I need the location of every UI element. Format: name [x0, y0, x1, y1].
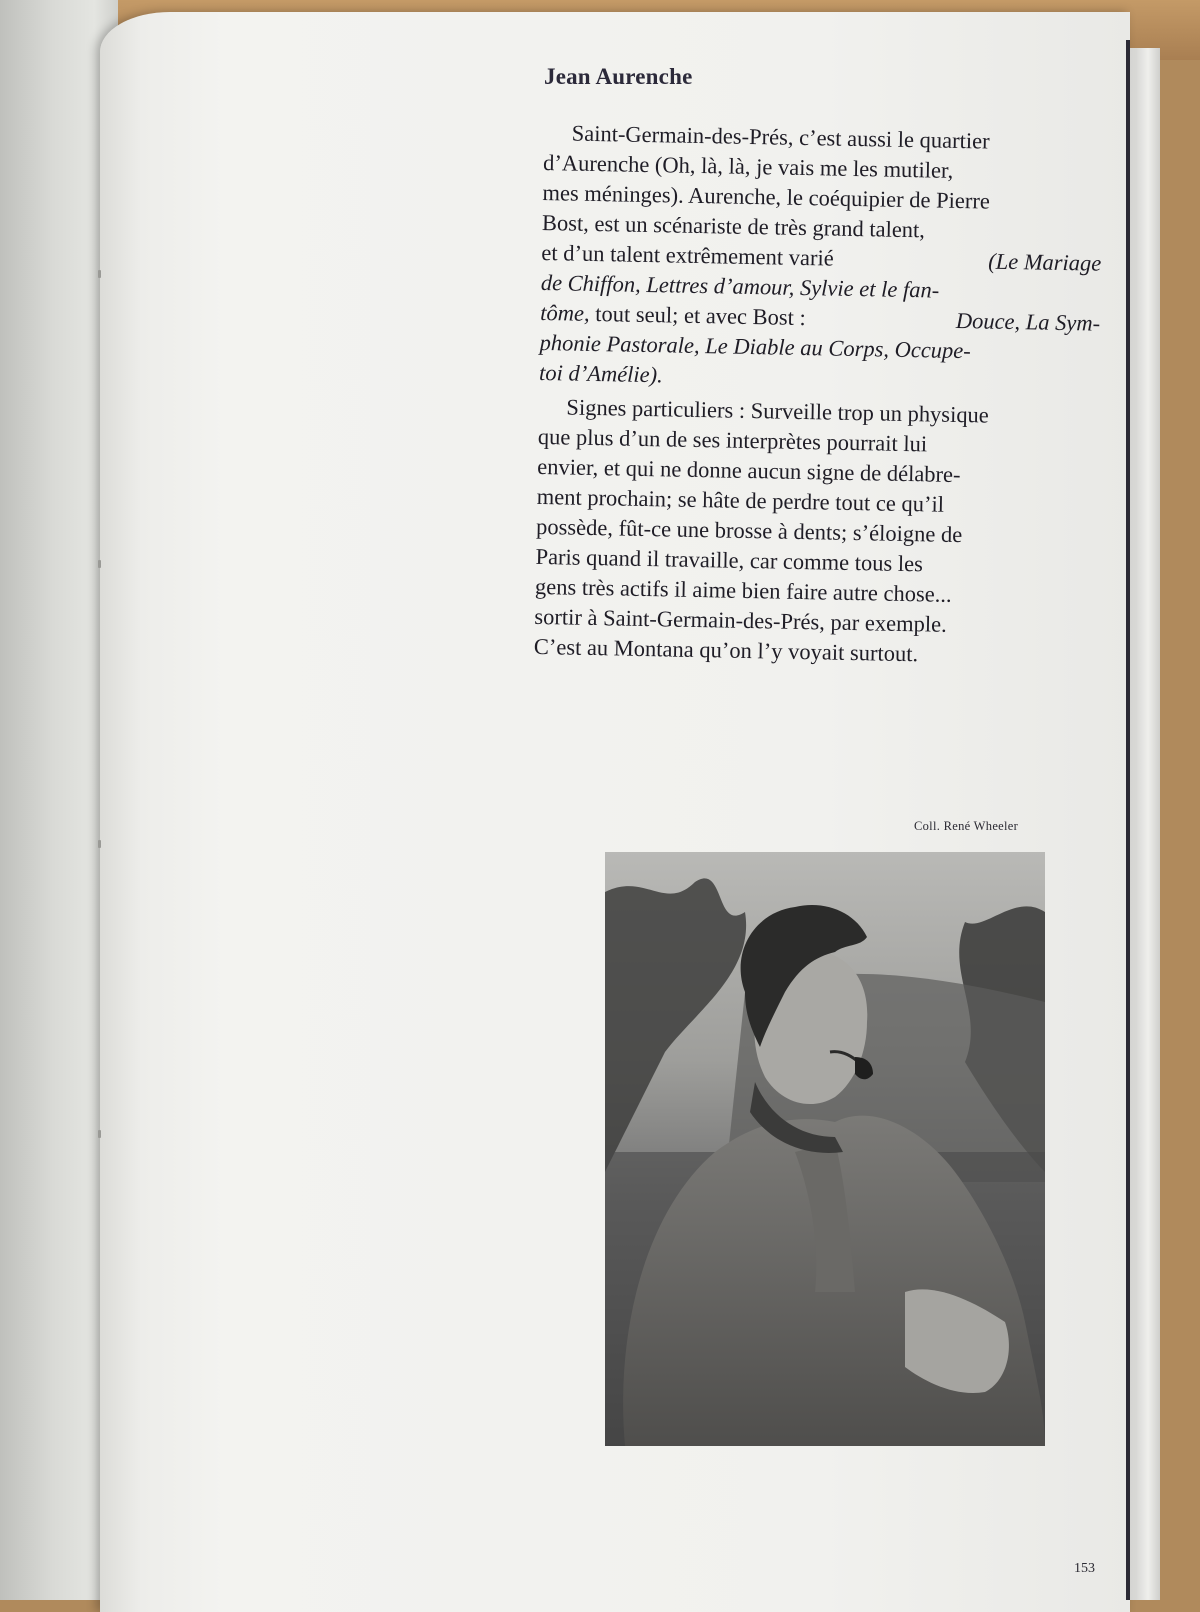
article-body: [534, 118, 1104, 673]
binding-stitch: [98, 270, 101, 278]
portrait-illustration: [605, 852, 1045, 1446]
text-line: mes méninges). Aurenche, le coéquipier de Pierre: [542, 179, 991, 214]
italic-title: Douce, La Sym-: [955, 307, 1101, 336]
italic-title: tôme,: [540, 299, 590, 326]
italic-title: de Chiffon, Lettres d’amour, Sylvie et le fan-: [540, 269, 940, 303]
photo-credit: Coll. René Wheeler: [914, 819, 1019, 833]
italic-title: phonie Pastorale, Le Diable au Corps, Occupe-: [539, 329, 972, 364]
binding-stitch: [98, 560, 101, 568]
text-line: ment prochain; se hâte de perdre tout ce qu’il: [536, 483, 945, 517]
text-line: Saint-Germain-des-Prés, c’est aussi le quartier: [571, 120, 990, 154]
portrait-photo: [605, 852, 1045, 1446]
binding-stitch: [98, 1130, 101, 1138]
text-line: Signes particuliers : Surveille trop un physique: [566, 394, 990, 428]
text-line: Bost, est un scénariste de très grand talent,: [541, 209, 926, 243]
text-line: C’est au Montana qu’on l’y voyait surtout.: [533, 633, 919, 667]
page-title: Jean Aurenche: [544, 64, 693, 89]
text-line: Paris quand il travaille, car comme tous les: [535, 543, 924, 577]
text-line: possède, fût-ce une brosse à dents; s’éloigne de: [535, 513, 963, 548]
page-edge-shadow: [1126, 40, 1130, 1600]
binding-stitch: [98, 840, 101, 848]
text-line: et d’un talent extrêmement varié (Le Mariage: [541, 238, 1101, 279]
text-line: d’Aurenche (Oh, là, là, je vais me les mutiler,: [542, 149, 954, 183]
text-line: gens très actifs il aime bien faire autre chose...: [534, 573, 952, 607]
text-line: tôme, tout seul; et avec Bost : Douce, La Sym-: [540, 298, 1100, 339]
text-line: envier, et qui ne donne aucun signe de délabre-: [537, 453, 961, 488]
text-line: que plus d’un de ses interprètes pourrait lui: [537, 423, 928, 457]
page-number: 153: [1074, 1561, 1095, 1576]
italic-title: (Le Mariage: [987, 248, 1102, 276]
text-line: sortir à Saint-Germain-des-Prés, par exemple.: [534, 603, 947, 637]
italic-title: toi d’Amélie).: [538, 359, 664, 388]
